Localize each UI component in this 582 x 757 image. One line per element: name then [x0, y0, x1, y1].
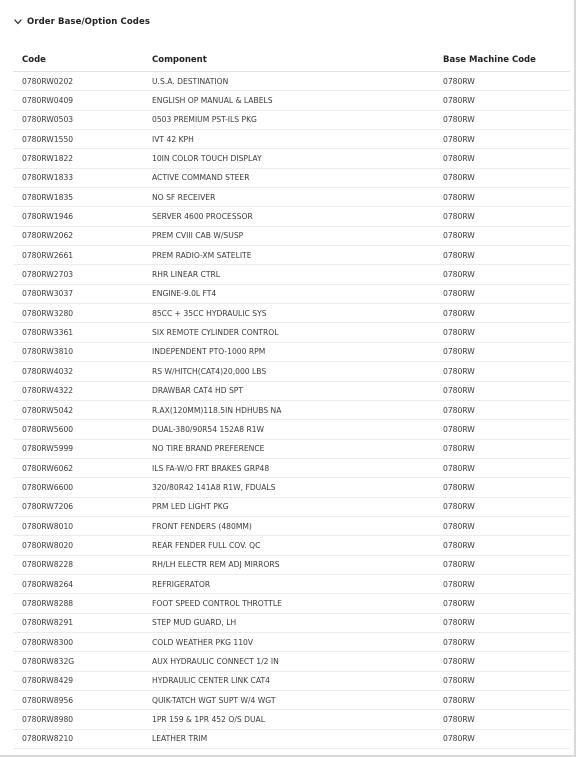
cell-component: 0503 PREMIUM PST-ILS PKG: [152, 115, 257, 125]
cell-component: U.S.A. DESTINATION: [152, 76, 229, 86]
cell-component: NO SF RECEIVER: [152, 192, 216, 202]
table-row: [13, 149, 570, 168]
cell-component: PRM LED LIGHT PKG: [152, 502, 229, 512]
table-row: [13, 556, 570, 575]
cell-base-machine-code: 0780RW: [443, 560, 475, 570]
cell-component: ENGLISH OP MANUAL & LABELS: [152, 96, 273, 106]
cell-base-machine-code: 0780RW: [443, 308, 475, 318]
cell-code: 0780RW6600: [22, 482, 74, 492]
cell-code: 0780RW5600: [22, 424, 74, 434]
cell-base-machine-code: 0780RW: [443, 212, 475, 222]
cell-component: STEP MUD GUARD, LH: [152, 618, 237, 628]
cell-base-machine-code: 0780RW: [443, 502, 475, 512]
table-row: [13, 207, 570, 226]
cell-code: 0780RW1946: [22, 212, 74, 222]
cell-base-machine-code: 0780RW: [443, 463, 475, 473]
cell-code: 0780RW8956: [22, 695, 74, 705]
cell-component: PREM RADIO-XM SATELITE: [152, 250, 252, 260]
cell-base-machine-code: 0780RW: [443, 424, 475, 434]
table-row: [13, 575, 570, 594]
table-row: [13, 285, 570, 304]
cell-code: 0780RW7206: [22, 502, 74, 512]
table-row: [13, 710, 570, 729]
cell-code: 0780RW2661: [22, 250, 74, 260]
cell-base-machine-code: 0780RW: [443, 96, 475, 106]
cell-component: IVT 42 KPH: [152, 134, 194, 144]
table-row: [13, 730, 570, 749]
cell-component: FRONT FENDERS (480MM): [152, 521, 252, 531]
cell-component: SERVER 4600 PROCESSOR: [152, 212, 253, 222]
cell-code: 0780RW8288: [22, 598, 74, 608]
cell-code: 0780RW8264: [22, 579, 74, 589]
table-row: [13, 382, 570, 401]
table-row: [13, 111, 570, 130]
cell-base-machine-code: 0780RW: [443, 347, 475, 357]
cell-code: 0780RW3810: [22, 347, 74, 357]
cell-component: REFRIGERATOR: [152, 579, 211, 589]
cell-base-machine-code: 0780RW: [443, 270, 475, 280]
cell-base-machine-code: 0780RW: [443, 579, 475, 589]
cell-base-machine-code: 0780RW: [443, 695, 475, 705]
column-header-component: Component: [152, 55, 207, 65]
cell-base-machine-code: 0780RW: [443, 598, 475, 608]
cell-code: 0780RW8020: [22, 540, 74, 550]
table-row: [13, 440, 570, 459]
cell-base-machine-code: 0780RW: [443, 676, 475, 686]
cell-code: 0780RW2062: [22, 231, 74, 241]
order-codes-table: [13, 49, 570, 749]
cell-code: 0780RW5042: [22, 405, 74, 415]
cell-base-machine-code: 0780RW: [443, 192, 475, 202]
cell-base-machine-code: 0780RW: [443, 734, 475, 744]
table-row: [13, 72, 570, 91]
cell-code: 0780RW3037: [22, 289, 74, 299]
cell-base-machine-code: 0780RW: [443, 154, 475, 164]
cell-component: HYDRAULIC CENTER LINK CAT4: [152, 676, 270, 686]
cell-base-machine-code: 0780RW: [443, 405, 475, 415]
cell-code: 0780RW4032: [22, 366, 74, 376]
cell-component: INDEPENDENT PTO-1000 RPM: [152, 347, 266, 357]
table-header: [13, 49, 570, 72]
cell-code: 0780RW8429: [22, 676, 74, 686]
cell-base-machine-code: 0780RW: [443, 231, 475, 241]
table-row: [13, 169, 570, 188]
cell-component: PREM CVIII CAB W/SUSP: [152, 231, 244, 241]
cell-code: 0780RW1835: [22, 192, 74, 202]
cell-component: QUIK-TATCH WGT SUPT W/4 WGT: [152, 695, 276, 705]
table-row: [13, 323, 570, 342]
cell-component: RS W/HITCH(CAT4)20,000 LBS: [152, 366, 267, 376]
cell-component: SIX REMOTE CYLINDER CONTROL: [152, 328, 279, 338]
cell-base-machine-code: 0780RW: [443, 173, 475, 183]
cell-component: RH/LH ELECTR REM ADJ MIRRORS: [152, 560, 280, 570]
cell-code: 0780RW1550: [22, 134, 74, 144]
cell-component: COLD WEATHER PKG 110V: [152, 637, 254, 647]
cell-code: 0780RW8980: [22, 715, 74, 725]
table-row: [13, 227, 570, 246]
table-row: [13, 401, 570, 420]
table-row: [13, 517, 570, 536]
cell-component: AUX HYDRAULIC CONNECT 1/2 IN: [152, 656, 279, 666]
cell-code: 0780RW8228: [22, 560, 74, 570]
cell-code: 0780RW0202: [22, 76, 74, 86]
cell-code: 0780RW4322: [22, 386, 74, 396]
table-row: [13, 652, 570, 671]
table-row: [13, 265, 570, 284]
table-row: [13, 498, 570, 517]
table-row: [13, 536, 570, 555]
cell-base-machine-code: 0780RW: [443, 540, 475, 550]
table-row: [13, 91, 570, 110]
table-row: [13, 614, 570, 633]
cell-base-machine-code: 0780RW: [443, 366, 475, 376]
cell-component: DRAWBAR CAT4 HD SPT: [152, 386, 243, 396]
table-row: [13, 343, 570, 362]
cell-code: 0780RW1822: [22, 154, 74, 164]
cell-base-machine-code: 0780RW: [443, 76, 475, 86]
cell-code: 0780RW8291: [22, 618, 74, 628]
table-row: [13, 362, 570, 381]
cell-code: 0780RW2703: [22, 270, 74, 280]
cell-code: 0780RW8300: [22, 637, 74, 647]
cell-component: 10IN COLOR TOUCH DISPLAY: [152, 154, 262, 164]
cell-base-machine-code: 0780RW: [443, 618, 475, 628]
cell-base-machine-code: 0780RW: [443, 289, 475, 299]
cell-component: ACTIVE COMMAND STEER: [152, 173, 250, 183]
cell-component: NO TIRE BRAND PREFERENCE: [152, 444, 265, 454]
table-row: [13, 304, 570, 323]
cell-code: 0780RW5999: [22, 444, 74, 454]
cell-code: 0780RW6062: [22, 463, 74, 473]
cell-code: 0780RW832G: [22, 656, 75, 666]
cell-base-machine-code: 0780RW: [443, 444, 475, 454]
cell-code: 0780RW0409: [22, 96, 74, 106]
cell-base-machine-code: 0780RW: [443, 386, 475, 396]
cell-component: LEATHER TRIM: [152, 734, 208, 744]
table-row: [13, 691, 570, 710]
table-body: [13, 72, 570, 749]
table-row: [13, 246, 570, 265]
cell-component: 1PR 159 & 1PR 452 O/S DUAL: [152, 715, 265, 725]
cell-code: 0780RW3280: [22, 308, 74, 318]
cell-base-machine-code: 0780RW: [443, 656, 475, 666]
table-row: [13, 188, 570, 207]
column-header-base-machine-code: Base Machine Code: [443, 55, 536, 65]
cell-component: ENGINE-9.0L FT4: [152, 289, 217, 299]
chevron-down-icon: [13, 17, 23, 27]
cell-base-machine-code: 0780RW: [443, 250, 475, 260]
cell-base-machine-code: 0780RW: [443, 134, 475, 144]
cell-component: RHR LINEAR CTRL: [152, 270, 220, 280]
cell-code: 0780RW1833: [22, 173, 74, 183]
cell-component: REAR FENDER FULL COV. QC: [152, 540, 261, 550]
cell-base-machine-code: 0780RW: [443, 115, 475, 125]
cell-code: 0780RW8210: [22, 734, 74, 744]
cell-code: 0780RW0503: [22, 115, 74, 125]
table-row: [13, 459, 570, 478]
table-row: [13, 633, 570, 652]
table-row: [13, 420, 570, 439]
cell-component: FOOT SPEED CONTROL THROTTLE: [152, 598, 282, 608]
cell-component: 320/80R42 141A8 R1W, FDUALS: [152, 482, 276, 492]
column-header-code: Code: [22, 55, 46, 65]
table-row: [13, 672, 570, 691]
cell-component: R.AX(120MM)118.5IN HDHUBS NA: [152, 405, 282, 415]
cell-code: 0780RW8010: [22, 521, 74, 531]
cell-base-machine-code: 0780RW: [443, 637, 475, 647]
cell-base-machine-code: 0780RW: [443, 715, 475, 725]
cell-code: 0780RW3361: [22, 328, 74, 338]
cell-component: 85CC + 35CC HYDRAULIC SYS: [152, 308, 267, 318]
table-row: [13, 478, 570, 497]
section-title: Order Base/Option Codes: [27, 17, 150, 27]
table-row: [13, 130, 570, 149]
cell-component: ILS FA-W/O FRT BRAKES GRP48: [152, 463, 270, 473]
cell-base-machine-code: 0780RW: [443, 521, 475, 531]
cell-base-machine-code: 0780RW: [443, 328, 475, 338]
order-codes-section-toggle[interactable]: [13, 14, 150, 30]
cell-component: DUAL-380/90R54 152A8 R1W: [152, 424, 265, 434]
table-row: [13, 594, 570, 613]
cell-base-machine-code: 0780RW: [443, 482, 475, 492]
